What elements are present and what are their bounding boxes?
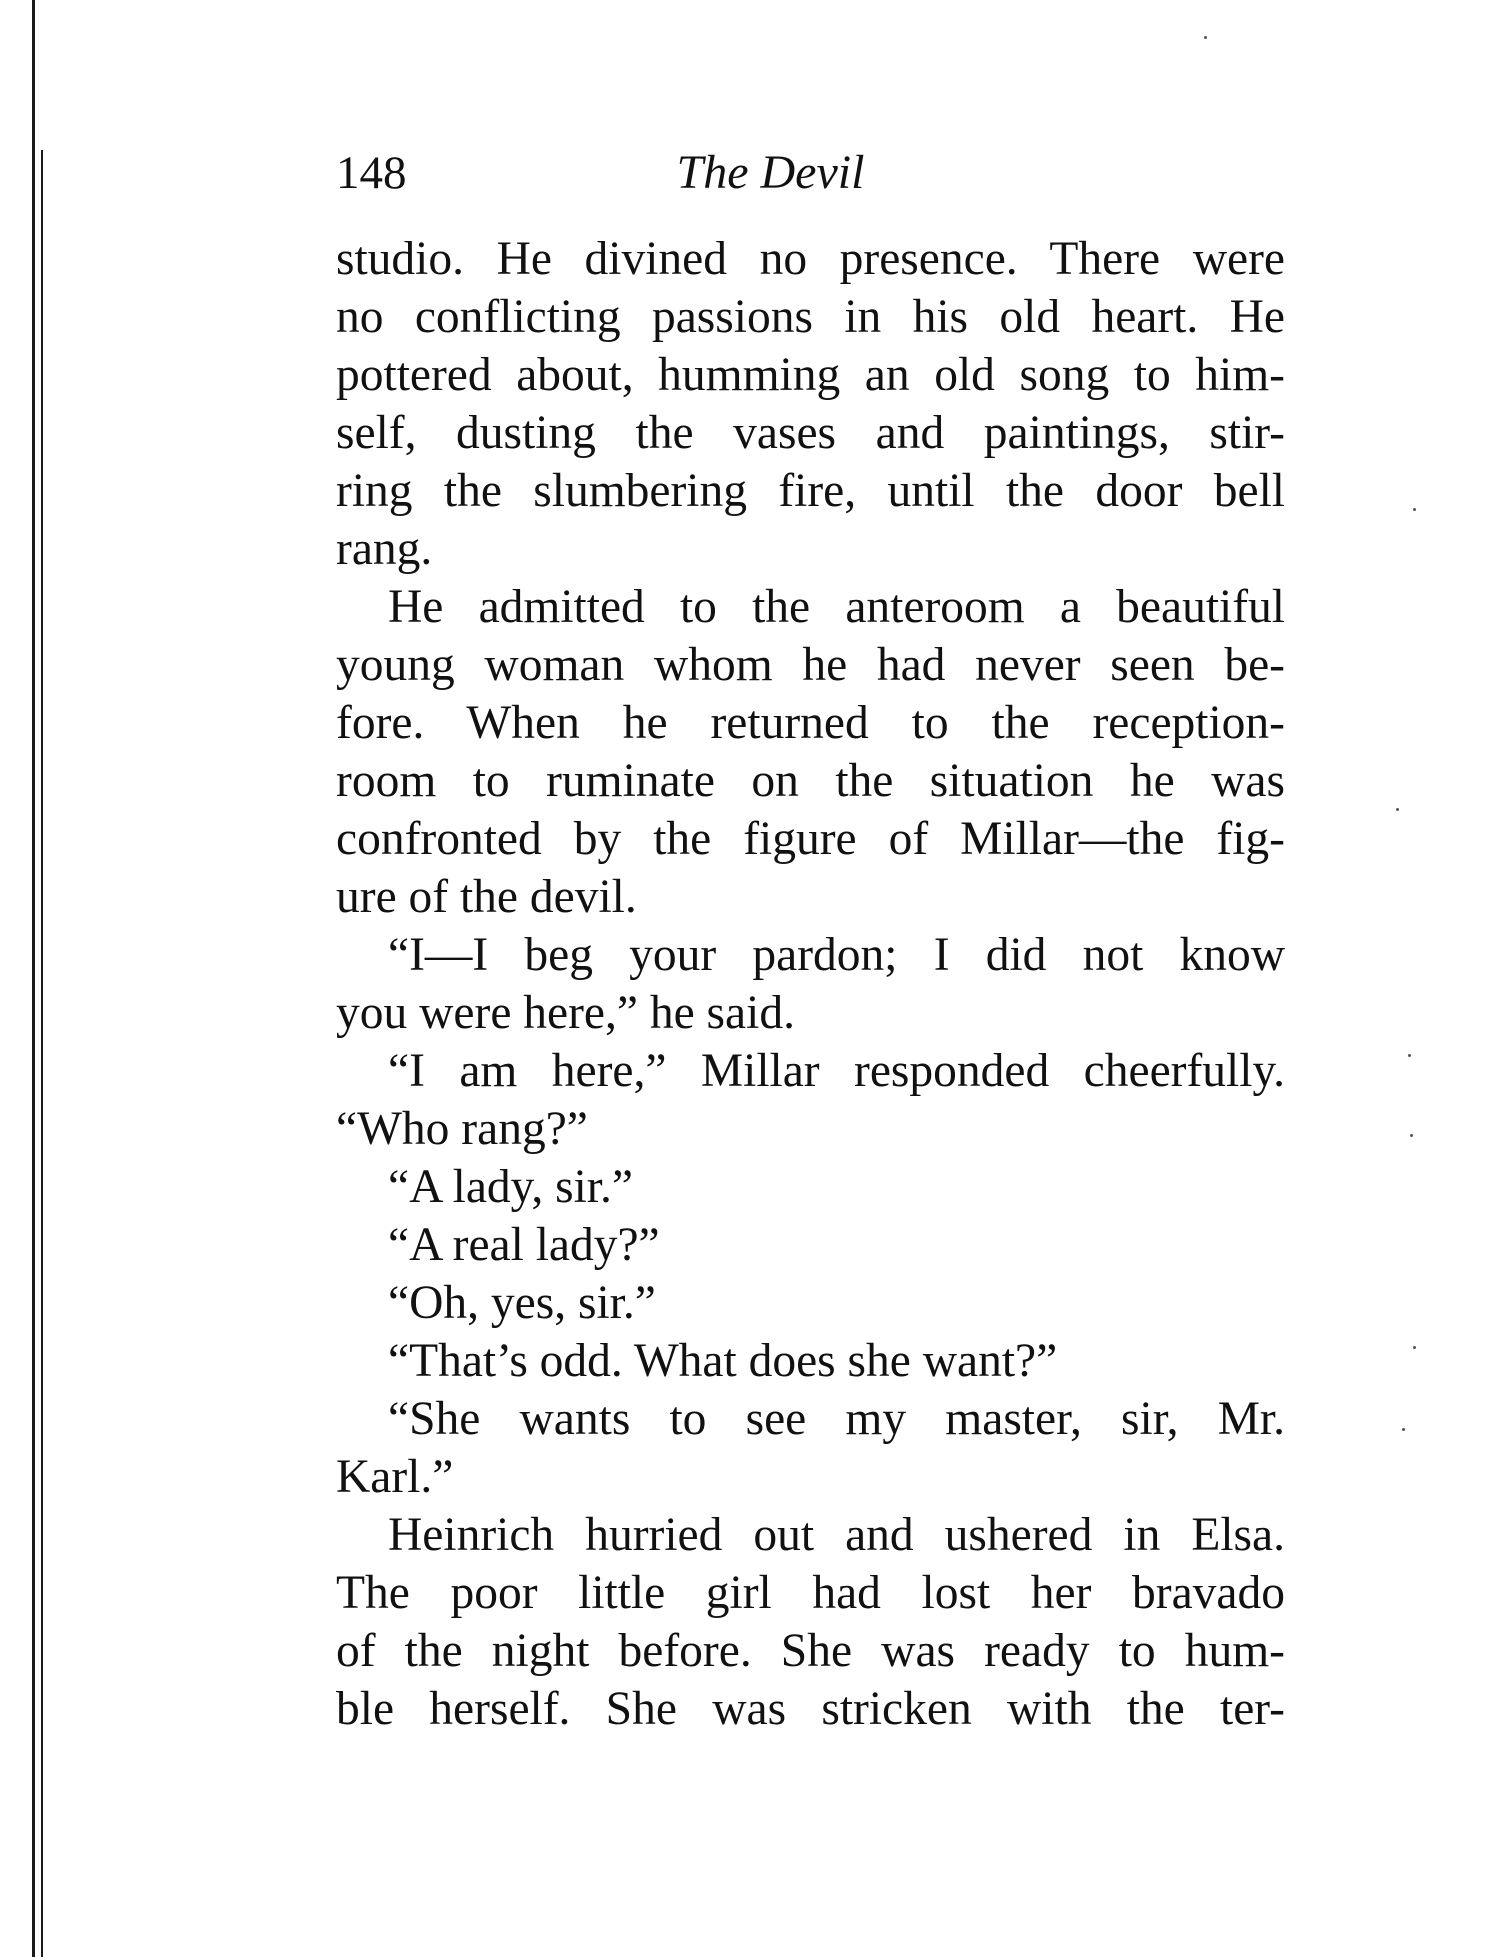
- page-header: [336, 143, 1285, 203]
- text-line: no conflicting passions in his old heart. He: [336, 291, 1285, 343]
- text-line: studio. He divined no presence. There were: [336, 233, 1285, 285]
- text-line: pottered about, humming an old song to him-: [336, 349, 1285, 401]
- text-line: ble herself. She was stricken with the ter-: [336, 1683, 1285, 1735]
- scan-speck: [1413, 508, 1416, 511]
- text-line: “Who rang?”: [336, 1103, 588, 1155]
- text-line: fore. When he returned to the reception-: [336, 697, 1285, 749]
- binding-edge-line: [32, 0, 35, 1957]
- page-number: 148: [336, 147, 407, 199]
- text-line: He admitted to the anteroom a beautiful: [388, 581, 1285, 633]
- text-line: confronted by the figure of Millar—the fig-: [336, 813, 1285, 865]
- text-line: ure of the devil.: [336, 871, 637, 923]
- binding-edge-line-inner: [41, 150, 43, 1957]
- text-line: room to ruminate on the situation he was: [336, 755, 1285, 807]
- text-line: “A real lady?”: [388, 1219, 660, 1271]
- text-line: self, dusting the vases and paintings, stir-: [336, 407, 1285, 459]
- scan-speck: [1402, 1428, 1405, 1431]
- text-line: Heinrich hurried out and ushered in Elsa.: [388, 1509, 1285, 1561]
- scan-speck: [1408, 1054, 1411, 1057]
- text-line: “That’s odd. What does she want?”: [388, 1335, 1058, 1387]
- scan-speck: [1410, 1134, 1413, 1137]
- text-line: “Oh, yes, sir.”: [388, 1277, 656, 1329]
- running-title: The Devil: [676, 146, 865, 199]
- text-line: of the night before. She was ready to hum-: [336, 1625, 1285, 1677]
- text-line: Karl.”: [336, 1451, 454, 1503]
- text-line: rang.: [336, 523, 433, 575]
- scan-speck: [1396, 808, 1399, 811]
- text-body: [336, 230, 1285, 1738]
- text-line: “I—I beg your pardon; I did not know: [388, 929, 1285, 981]
- text-line: “A lady, sir.”: [388, 1161, 633, 1213]
- text-line: young woman whom he had never seen be-: [336, 639, 1285, 691]
- scan-speck: [1204, 36, 1207, 39]
- text-line: “I am here,” Millar responded cheerfully.: [388, 1045, 1285, 1097]
- text-line: you were here,” he said.: [336, 987, 795, 1039]
- text-line: ring the slumbering fire, until the door bell: [336, 465, 1285, 517]
- text-line: The poor little girl had lost her bravado: [336, 1567, 1285, 1619]
- text-line: “She wants to see my master, sir, Mr.: [388, 1393, 1285, 1445]
- scan-speck: [1413, 1346, 1416, 1349]
